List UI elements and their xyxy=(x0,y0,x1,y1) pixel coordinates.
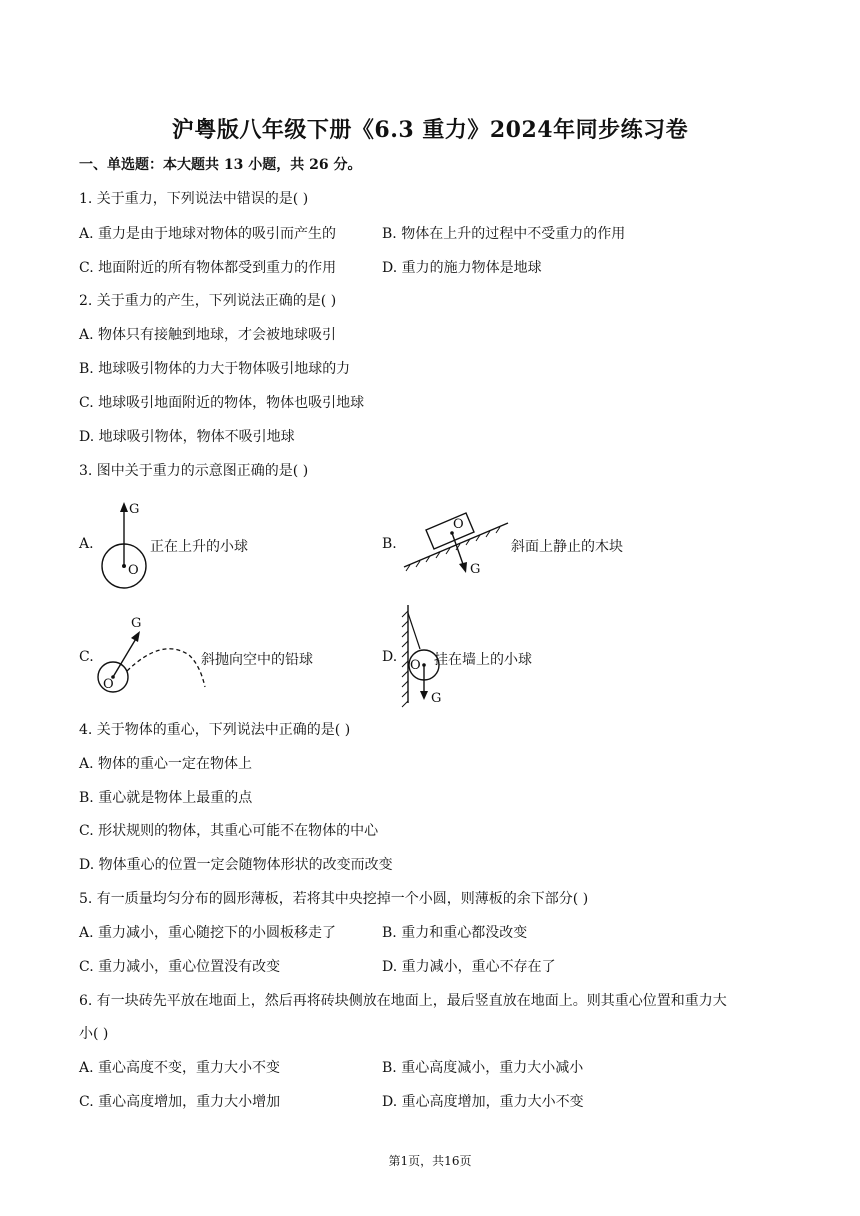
figure-d-caption: 挂在墙上的小球 xyxy=(434,652,532,668)
question-1-stem: 1. 关于重力，下列说法中错误的是( ) xyxy=(79,191,309,207)
question-4-option-a: A. 物体的重心一定在物体上 xyxy=(79,756,253,772)
question-5-option-d: D. 重力减小，重心不存在了 xyxy=(382,959,556,975)
question-3-figure-c xyxy=(79,615,359,700)
figure-a-letter: A. xyxy=(79,536,94,552)
question-2-option-d: D. 地球吸引物体，物体不吸引地球 xyxy=(79,429,295,445)
figure-b-caption: 斜面上静止的木块 xyxy=(511,539,623,555)
figure-b-g-label: G xyxy=(470,562,481,577)
page-footer: 第1页，共16页 xyxy=(388,1154,472,1168)
question-1-option-c: C. 地面附近的所有物体都受到重力的作用 xyxy=(79,260,337,276)
question-4-stem: 4. 关于物体的重心，下列说法中正确的是( ) xyxy=(79,722,351,738)
question-3-figure-b xyxy=(382,505,682,590)
question-1-option-a: A. 重力是由于地球对物体的吸引而产生的 xyxy=(79,226,337,242)
question-3-stem: 3. 图中关于重力的示意图正确的是( ) xyxy=(79,463,309,479)
figure-d-o-label: O xyxy=(410,658,421,673)
question-1-option-b: B. 物体在上升的过程中不受重力的作用 xyxy=(382,226,626,242)
figure-b-o-label: O xyxy=(453,517,464,532)
question-4-option-b: B. 重心就是物体上最重的点 xyxy=(79,790,253,806)
question-4-option-d: D. 物体重心的位置一定会随物体形状的改变而改变 xyxy=(79,857,393,873)
question-2-stem: 2. 关于重力的产生，下列说法正确的是( ) xyxy=(79,293,337,309)
question-5-option-b: B. 重力和重心都没改变 xyxy=(382,925,528,941)
figure-a-g-label: G xyxy=(129,502,140,517)
question-6-option-c: C. 重心高度增加，重力大小增加 xyxy=(79,1094,281,1110)
question-6-option-b: B. 重心高度减小，重力大小减小 xyxy=(382,1060,584,1076)
figure-c-o-label: O xyxy=(103,677,114,692)
question-2-option-c: C. 地球吸引地面附近的物体，物体也吸引地球 xyxy=(79,395,365,411)
question-4-option-c: C. 形状规则的物体，其重心可能不在物体的中心 xyxy=(79,823,379,839)
figure-d-g-label: G xyxy=(431,691,442,706)
section-heading: 一、单选题：本大题共 13 小题，共 26 分。 xyxy=(79,157,362,173)
question-6-stem: 6. 有一块砖先平放在地面上，然后再将砖块侧放在地面上，最后竖直放在地面上。则其重心位置和重力大 xyxy=(79,993,727,1009)
question-5-option-c: C. 重力减小，重心位置没有改变 xyxy=(79,959,281,975)
figure-a-o-label: O xyxy=(128,563,139,578)
figure-c-letter: C. xyxy=(79,649,94,665)
question-6-stem-cont: 小( ) xyxy=(79,1026,109,1042)
figure-d-letter: D. xyxy=(382,649,398,665)
figure-b-letter: B. xyxy=(382,536,397,552)
question-5-option-a: A. 重力减小，重心随挖下的小圆板移走了 xyxy=(79,925,337,941)
figure-a-caption: 正在上升的小球 xyxy=(150,539,248,555)
question-1-option-d: D. 重力的施力物体是地球 xyxy=(382,260,542,276)
page-title: 沪粤版八年级下册《6.3 重力》2024年同步练习卷 xyxy=(171,117,689,143)
shot-put-diagram xyxy=(97,615,217,700)
question-2-option-a: A. 物体只有接触到地球，才会被地球吸引 xyxy=(79,327,337,343)
question-6-option-d: D. 重心高度增加，重力大小不变 xyxy=(382,1094,584,1110)
figure-c-caption: 斜抛向空中的铅球 xyxy=(201,652,313,668)
question-3-figure-d xyxy=(382,603,642,711)
question-6-option-a: A. 重心高度不变，重力大小不变 xyxy=(79,1060,281,1076)
question-5-stem: 5. 有一质量均匀分布的圆形薄板，若将其中央挖掉一个小圆，则薄板的余下部分( ) xyxy=(79,891,589,907)
question-2-option-b: B. 地球吸引物体的力大于物体吸引地球的力 xyxy=(79,361,351,377)
question-3-figure-a xyxy=(79,500,359,590)
figure-c-g-label: G xyxy=(131,616,142,631)
